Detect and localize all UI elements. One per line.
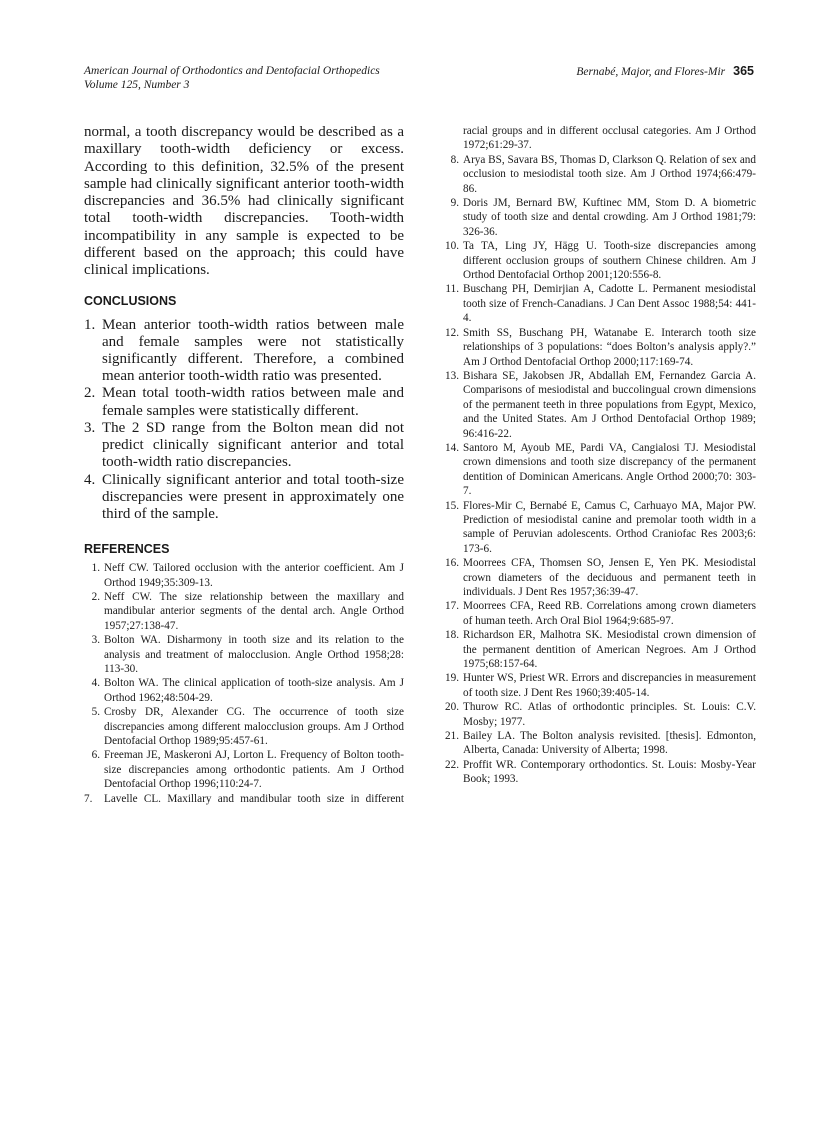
reference-item	[443, 758, 756, 787]
reference-number: 4.	[91, 677, 100, 690]
reference-text: Ta TA, Ling JY, Hägg U. Tooth-size discrepancies among different occlusion groups of southern Chinese children. Am J Orthod Dentofacial Orthop 2001;120:556-8.	[463, 240, 756, 282]
reference-number: 1.	[91, 562, 100, 575]
reference-number: 15.	[445, 499, 459, 512]
reference-text: Proffit WR. Contemporary orthodontics. St. Louis: Mosby-Year Book; 1993.	[463, 758, 756, 786]
reference-item	[84, 705, 404, 748]
reference-item	[84, 633, 404, 676]
conclusion-item	[84, 420, 404, 472]
reference-item	[84, 676, 404, 705]
journal-volume: Volume 125, Number 3	[84, 79, 190, 91]
reference-item	[443, 441, 756, 499]
reference-text: Flores-Mir C, Bernabé E, Camus C, Carhuayo MA, Major PW. Prediction of mesiodistal canine and premolar tooth width in a sample of Peruvian adolescents. Orthod Craniofac Res 2003;6: 173-6.	[463, 499, 756, 555]
reference-number: 6.	[91, 749, 100, 762]
conclusions-heading: CONCLUSIONS	[84, 293, 177, 308]
conclusion-item	[84, 317, 404, 386]
reference-item	[443, 124, 756, 153]
item-text: Mean anterior tooth-width ratios between male and female samples were not statistically significantly different. Therefore, a combined mean anterior tooth-width ratio was presented.	[102, 316, 404, 385]
reference-text: Arya BS, Savara BS, Thomas D, Clarkson Q. Relation of sex and occlusion to mesiodistal tooth size. Am J Orthod 1974;66:479-86.	[463, 153, 756, 195]
page-number: 365	[733, 64, 754, 78]
reference-item	[84, 590, 404, 633]
reference-item	[443, 700, 756, 729]
references-list-right	[443, 124, 756, 787]
reference-number: 12.	[445, 326, 459, 339]
reference-text: Bishara SE, Jakobsen JR, Abdallah EM, Fernandez Garcia A. Comparisons of mesiodistal and buccolingual crown dimensions of the permanent teeth in three populations from Egypt, Mexico, and the United States. Am J Orthod Dentofacial Orthop 1989; 96:416-22.	[463, 369, 756, 440]
author-names: Bernabé, Major, and Flores-Mir	[576, 66, 726, 78]
reference-item	[443, 196, 756, 239]
reference-text: Bailey LA. The Bolton analysis revisited. [thesis]. Edmonton, Alberta, Canada: University of Alberta; 1998.	[463, 730, 756, 757]
reference-text: racial groups and in different occlusal categories. Am J Orthod 1972;61:29-37.	[463, 125, 756, 152]
reference-text: Neff CW. The size relationship between the maxillary and mandibular anterior segments of the dental arch. Angle Orthod 1957;27:138-47.	[104, 590, 404, 632]
reference-text: Doris JM, Bernard BW, Kuftinec MM, Stom D. A biometric study of tooth size and dental crowding. Am J Orthod 1981;79: 326-36.	[463, 197, 756, 238]
reference-item	[443, 326, 756, 369]
reference-number: 22.	[445, 758, 459, 771]
item-text: Mean total tooth-width ratios between male and female samples were statistically different.	[102, 385, 404, 419]
reference-text: Moorrees CFA, Thomsen SO, Jensen E, Yen PK. Mesiodistal crown diameters of the deciduous and permanent teeth in individuals. J Dent Res 1957;36:39-47.	[463, 557, 756, 598]
reference-number: 18.	[445, 629, 459, 642]
reference-number: 3.	[91, 634, 100, 647]
reference-text: Hunter WS, Priest WR. Errors and discrepancies in measurement of tooth size. J Dent Res 1960;39:405-14.	[463, 672, 756, 699]
reference-text: Lavelle CL. Maxillary and mandibular tooth size in different	[104, 792, 404, 805]
reference-number: 19.	[445, 672, 459, 685]
item-number: 2.	[84, 385, 96, 402]
reference-text: Richardson ER, Malhotra SK. Mesiodistal crown dimension of the permanent dentition of American Negroes. Am J Orthod 1975;68:157-64.	[463, 629, 756, 671]
reference-text: Freeman JE, Maskeroni AJ, Lorton L. Frequency of Bolton tooth-size discrepancies among orthodontic patients. Am J Orthod Dentofacial Orthop 1996;110:24-7.	[104, 749, 404, 791]
reference-number: 5.	[91, 706, 100, 719]
reference-number: 17.	[445, 600, 459, 613]
reference-number: 21.	[445, 730, 459, 743]
reference-item	[84, 561, 404, 590]
reference-text: Santoro M, Ayoub ME, Pardi VA, Cangialosi TJ. Mesiodistal crown dimensions and tooth size discrepancy of the permanent dentition of Dominican Americans. Angle Orthod 2000;70: 303-7.	[463, 441, 756, 498]
running-header-right	[576, 64, 754, 79]
running-header-left	[84, 64, 380, 92]
item-number: 1.	[84, 316, 96, 333]
reference-number: 11.	[445, 283, 459, 296]
conclusion-item	[84, 472, 404, 524]
reference-item	[443, 153, 756, 196]
body-paragraph: normal, a tooth discrepancy would be described as a maxillary tooth-width deficiency or excess. According to this definition, 32.5% of the present sample had clinically significant anterior tooth-width discrepancies and 36.5% had clinically significant total tooth-width discrepancies. Tooth-width incompatibility in any sample is expected to be different based on the approach; this could have clinical implications.	[84, 124, 404, 279]
reference-text: Thurow RC. Atlas of orthodontic principles. St. Louis: C.V. Mosby; 1977.	[463, 701, 756, 728]
reference-number: 2.	[91, 590, 100, 603]
reference-number: 10.	[445, 240, 459, 253]
reference-number: 8.	[450, 153, 459, 166]
reference-number: 16.	[445, 557, 459, 570]
item-text: The 2 SD range from the Bolton mean did not predict clinically significant anterior and total tooth-width ratio discrepancies.	[102, 419, 404, 471]
reference-number: 20.	[445, 701, 459, 714]
reference-item	[84, 792, 404, 806]
reference-item	[443, 628, 756, 671]
reference-text: Bolton WA. Disharmony in tooth size and its relation to the analysis and treatment of malocclusion. Angle Orthod 1958;28: 113-30.	[104, 634, 404, 675]
right-column	[443, 124, 756, 787]
journal-name: American Journal of Orthodontics and Dentofacial Orthopedics	[84, 65, 380, 77]
conclusions-list	[84, 317, 404, 523]
reference-text: Crosby DR, Alexander CG. The occurrence of tooth size discrepancies among different malocclusion groups. Am J Orthod Dentofacial Orthop 1989;95:457-61.	[104, 706, 404, 747]
left-column	[84, 124, 404, 806]
reference-text: Smith SS, Buschang PH, Watanabe E. Interarch tooth size relationships of 3 populations: “does Bolton’s analysis apply?.” Am J Orthod Dentofacial Orthop 2000;117:169-74.	[463, 326, 756, 368]
reference-item	[84, 748, 404, 791]
reference-item	[443, 599, 756, 628]
reference-item	[443, 239, 756, 282]
reference-item	[443, 499, 756, 557]
item-number: 3.	[84, 419, 96, 436]
reference-text: Buschang PH, Demirjian A, Cadotte L. Permanent mesiodistal tooth size of French-Canadians. J Can Dent Assoc 1988;54: 441-4.	[463, 283, 756, 325]
conclusion-item	[84, 385, 404, 419]
references-heading: REFERENCES	[84, 542, 170, 557]
item-number: 4.	[84, 471, 96, 488]
reference-item	[443, 556, 756, 599]
reference-number: 13.	[445, 369, 459, 382]
reference-item	[443, 282, 756, 325]
reference-text: Neff CW. Tailored occlusion with the anterior coefficient. Am J Orthod 1949;35:309-13.	[104, 562, 404, 589]
reference-item	[443, 729, 756, 758]
reference-number: 9.	[450, 197, 459, 210]
references-list-left	[84, 561, 404, 806]
item-text: Clinically significant anterior and total tooth-size discrepancies were present in approximately one third of the sample.	[102, 471, 404, 522]
reference-text: Moorrees CFA, Reed RB. Correlations among crown diameters of human teeth. Arch Oral Biol 1964;9:685-97.	[463, 600, 756, 627]
reference-text: Bolton WA. The clinical application of tooth-size analysis. Am J Orthod 1962;48:504-29.	[104, 677, 404, 704]
reference-item	[443, 369, 756, 441]
reference-number: 7.	[84, 792, 93, 805]
reference-item	[443, 671, 756, 700]
reference-number: 14.	[445, 441, 459, 454]
